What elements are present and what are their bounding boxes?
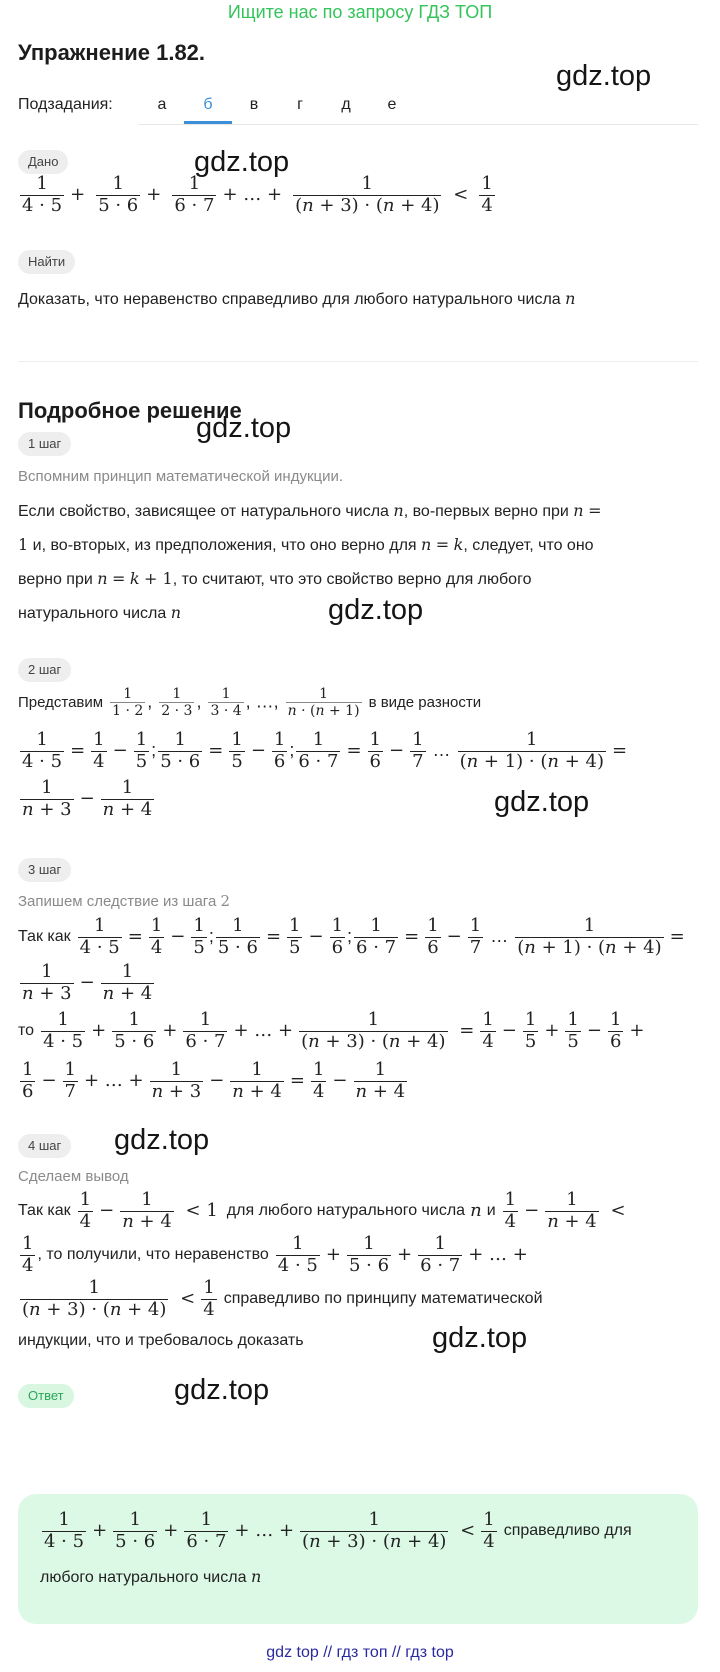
watermark: gdz.top [114, 1124, 210, 1156]
answer-line2: любого натурального числа n [40, 1567, 262, 1586]
step2-eq-line2: $\frac{1}{n + 3}$ − $\frac{1}{n + 4}$ [22, 777, 153, 820]
subtasks-tabs [138, 94, 698, 125]
step4-line4: индукции, что и требовалось доказать [18, 1332, 304, 1349]
watermark: gdz.top [556, 60, 652, 92]
subtask-tab-e[interactable]: е [387, 96, 397, 113]
find-pill: Найти [18, 250, 75, 274]
step1-line3: верно при n = k + 1, то считают, что это свойство верно для любого [18, 569, 532, 588]
answer-pill: Ответ [18, 1384, 74, 1408]
watermark: gdz.top [494, 786, 590, 818]
step4-line2: $\frac{1}{4}$ , то получили, что неравенство $\frac{1}{4 \cdot 5}$ + $\frac{1}{5 \cdot 6}$ + $\frac{1}{6 \cdot 7}$ + … + [22, 1233, 528, 1276]
step4-line3: $\frac{1}{(n + 3) \cdot (n + 4)}$ < $\frac{1}{4}$ справедливо по принципу математической [22, 1277, 543, 1320]
given-pill: Дано [18, 150, 68, 174]
subtask-tab-g[interactable]: г [297, 96, 303, 113]
step2-eq-line1: $\frac{1}{4 \cdot 5}$ = $\frac{1}{4}$ − $\frac{1}{5}$ ; $\frac{1}{5 \cdot 6}$ = $\frac{1}{5}$ − $\frac{1}{6}$ ; $\frac{1}{6 \cdot 7}$ = $\frac{1}{6}$ − $\frac{1}{7}$ … $\frac{1}{(n + 1) \cdot (n + 4)}$ = [22, 729, 628, 772]
step4-pill: 4 шаг [18, 1134, 71, 1158]
given-inequality: $\frac{1}{4 \cdot 5}$ + $\frac{1}{5 \cdot 6}$ + $\frac{1}{6 \cdot 7}$ + … + $\frac{1}{(n + 3) \cdot (n + 4)}$ < $\frac{1}{4}$ [22, 173, 493, 216]
subtasks-label: Подзадания: [18, 96, 113, 113]
watermark: gdz.top [328, 594, 424, 626]
solution-title: Подробное решение [18, 398, 242, 423]
subtask-tab-b[interactable]: б [184, 94, 232, 124]
step1-hint: Вспомним принцип математической индукции. [18, 468, 344, 485]
step2-pill: 2 шаг [18, 658, 71, 682]
watermark: gdz.top [196, 412, 292, 444]
step1-line2: 1 и, во-вторых, из предположения, что оно верно для n = k, следует, что оно [18, 535, 594, 554]
step3-hint: Запишем следствие из шага 2 [18, 892, 231, 910]
step1-line4: натурального числа n [18, 603, 182, 622]
watermark: gdz.top [432, 1322, 528, 1354]
subtasks-row [18, 94, 698, 126]
step3-eq-line3: то $\frac{1}{4 \cdot 5}$ + $\frac{1}{5 \cdot 6}$ + $\frac{1}{6 \cdot 7}$ + … + $\frac{1}{(n + 3) \cdot (n + 4)}$ = $\frac{1}{4}$ − $\frac{1}{5}$ + $\frac{1}{5}$ − $\frac{1}{6}$ + [18, 1009, 645, 1052]
step1-line1: Если свойство, зависящее от натурального числа n, во-первых верно при n = [18, 501, 602, 520]
find-text: Доказать, что неравенство справедливо для любого натурального числа n [18, 289, 576, 308]
top-banner: Ищите нас по запросу ГДЗ ТОП [227, 2, 493, 22]
step2-hint: Представим $\frac{1}{1 \cdot 2}$ , $\frac{1}{2 \cdot 3}$ , $\frac{1}{3 \cdot 4}$ , …, $\frac{1}{n \cdot (n + 1)}$ в виде разности [18, 686, 482, 720]
subtask-tab-d[interactable]: д [341, 96, 351, 113]
step3-eq-line4: $\frac{1}{6}$ − $\frac{1}{7}$ + … + $\frac{1}{n + 3}$ − $\frac{1}{n + 4}$ = $\frac{1}{4}$ − $\frac{1}{n + 4}$ [22, 1059, 406, 1102]
exercise-title: Упражнение 1.82. [18, 40, 206, 65]
footer-links[interactable]: gdz top // гдз топ // гдз top [266, 1644, 454, 1661]
watermark: gdz.top [174, 1374, 270, 1406]
step4-line1: Так как $\frac{1}{4}$ − $\frac{1}{n + 4}$ < 1 для любого натурального числа n и $\frac{1}{4}$ − $\frac{1}{n + 4}$ < [18, 1189, 626, 1232]
step3-eq-line2: $\frac{1}{n + 3}$ − $\frac{1}{n + 4}$ [22, 961, 153, 1004]
step3-pill: 3 шаг [18, 858, 71, 882]
watermark: gdz.top [194, 146, 290, 178]
answer-line1: $\frac{1}{4 \cdot 5}$ + $\frac{1}{5 \cdot 6}$ + $\frac{1}{6 \cdot 7}$ + … + $\frac{1}{(n + 3) \cdot (n + 4)}$ < $\frac{1}{4}$ справедливо для [44, 1509, 632, 1552]
step4-hint: Сделаем вывод [18, 1168, 129, 1185]
step1-pill: 1 шаг [18, 432, 71, 456]
divider [18, 361, 698, 362]
subtask-tab-a[interactable]: а [157, 96, 167, 113]
subtask-tab-v[interactable]: в [249, 96, 259, 113]
step3-eq-line1: Так как $\frac{1}{4 \cdot 5}$ = $\frac{1}{4}$ − $\frac{1}{5}$ ; $\frac{1}{5 \cdot 6}$ = $\frac{1}{5}$ − $\frac{1}{6}$ ; $\frac{1}{6 \cdot 7}$ = $\frac{1}{6}$ − $\frac{1}{7}$ … $\frac{1}{(n + 1) \cdot (n + 4)}$ = [18, 915, 685, 958]
